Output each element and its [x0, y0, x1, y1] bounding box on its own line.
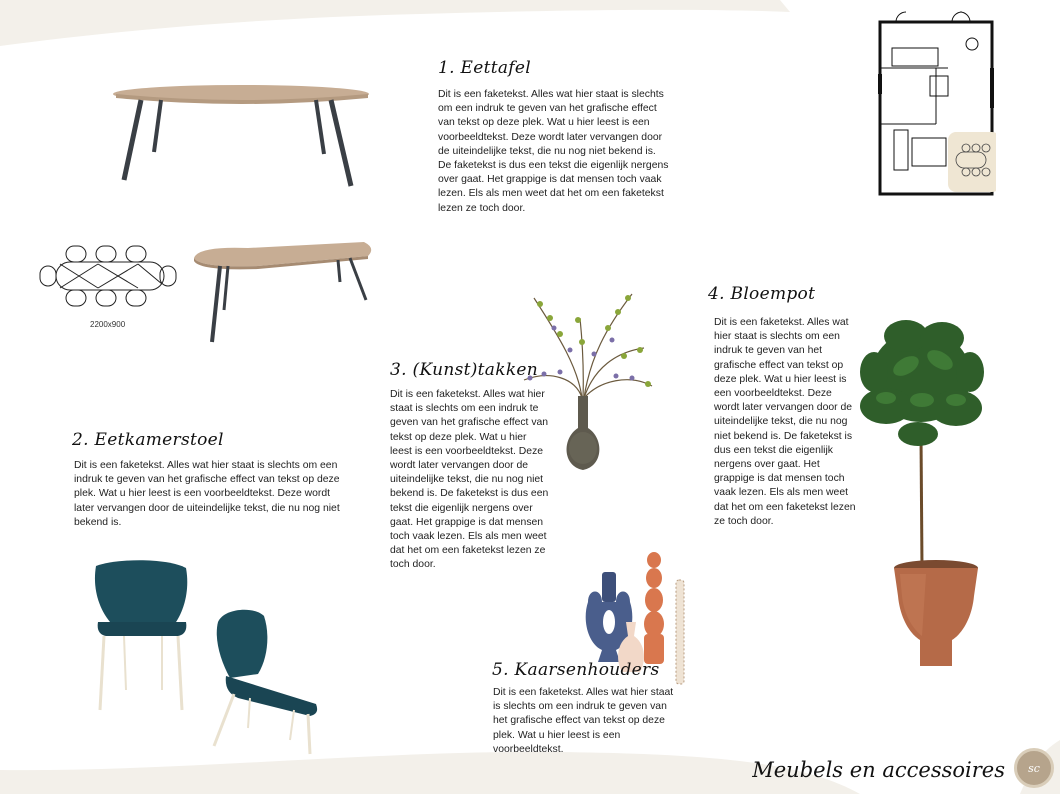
potted-plant-image: [856, 316, 986, 672]
floor-plan-image: [876, 8, 996, 198]
dining-table-alt-image: [188, 238, 378, 348]
section-5-heading: 5. Kaarsenhouders: [492, 660, 660, 680]
section-5-text: Dit is een faketekst. Alles wat hier staat is slechts om een indruk te geven van het grafische effect van tekst op deze plek. Wat u hier leest is een voorbeeldtekst.: [493, 687, 674, 755]
section-1-heading: 1. Eettafel: [438, 58, 531, 78]
section-4-text: Dit is een faketekst. Alles wat hier staat is slechts om een indruk te geven van het grafische effect van tekst op deze plek. Wat u hier leest is een voorbeeldtekst. Deze wordt later vervangen door de uiteindelijke tekst, die nu nog niet bekend is. De faketekst is dus een tekst die eigenlijk nergens over gaat. Het grappige is dat mensen toch vaak lezen. Els als men weet dat het om een faketekst lezen ze toch door.: [714, 317, 856, 527]
table-dimension-caption: 2200x900: [90, 320, 126, 329]
section-3-heading: 3. (Kunst)takken: [390, 360, 539, 380]
table-plan-drawing: [38, 244, 178, 310]
brand-logo-text: sc: [1028, 761, 1040, 775]
section-2-heading: 2. Eetkamerstoel: [72, 430, 224, 450]
brand-logo: [1014, 748, 1054, 788]
dining-table-image: [106, 80, 376, 190]
section-3-text: Dit is een faketekst. Alles wat hier staat is slechts om een indruk te geven van het grafische effect van tekst op deze plek. Wat u hier leest is een voorbeeldtekst. Deze wordt later vervangen door de uiteindelijke tekst, die nu nog niet bekend is. De faketekst is dus een tekst die eigenlijk nergens over gaat. Het grappige is dat mensen toch vaak lezen. Els als men weet dat het om een faketekst lezen ze toch door.: [390, 389, 549, 571]
page-title: Meubels en accessoires: [752, 758, 1005, 782]
section-4-heading: 4. Bloempot: [708, 284, 816, 304]
dining-chairs-image: [88, 560, 328, 756]
section-1-text: Dit is een faketekst. Alles wat hier staat is slechts om een indruk te geven van het grafische effect van tekst op deze plek. Wat u hier leest is een voorbeeldtekst. Deze wordt later vervangen door de uiteindelijke tekst, die nu nog niet bekend is. De faketekst is dus een tekst die eigenlijk nergens over gaat. Het grappige is dat mensen toch vaak lezen. Els als men weet dat het om een faketekst lezen ze toch door.: [438, 89, 669, 214]
section-2-text: Dit is een faketekst. Alles wat hier staat is slechts om een indruk te geven van het grafische effect van tekst op deze plek. Wat u hier leest is een voorbeeldtekst. Deze wordt later vervangen door de uiteindelijke tekst, die nu nog niet bekend is.: [74, 460, 340, 528]
